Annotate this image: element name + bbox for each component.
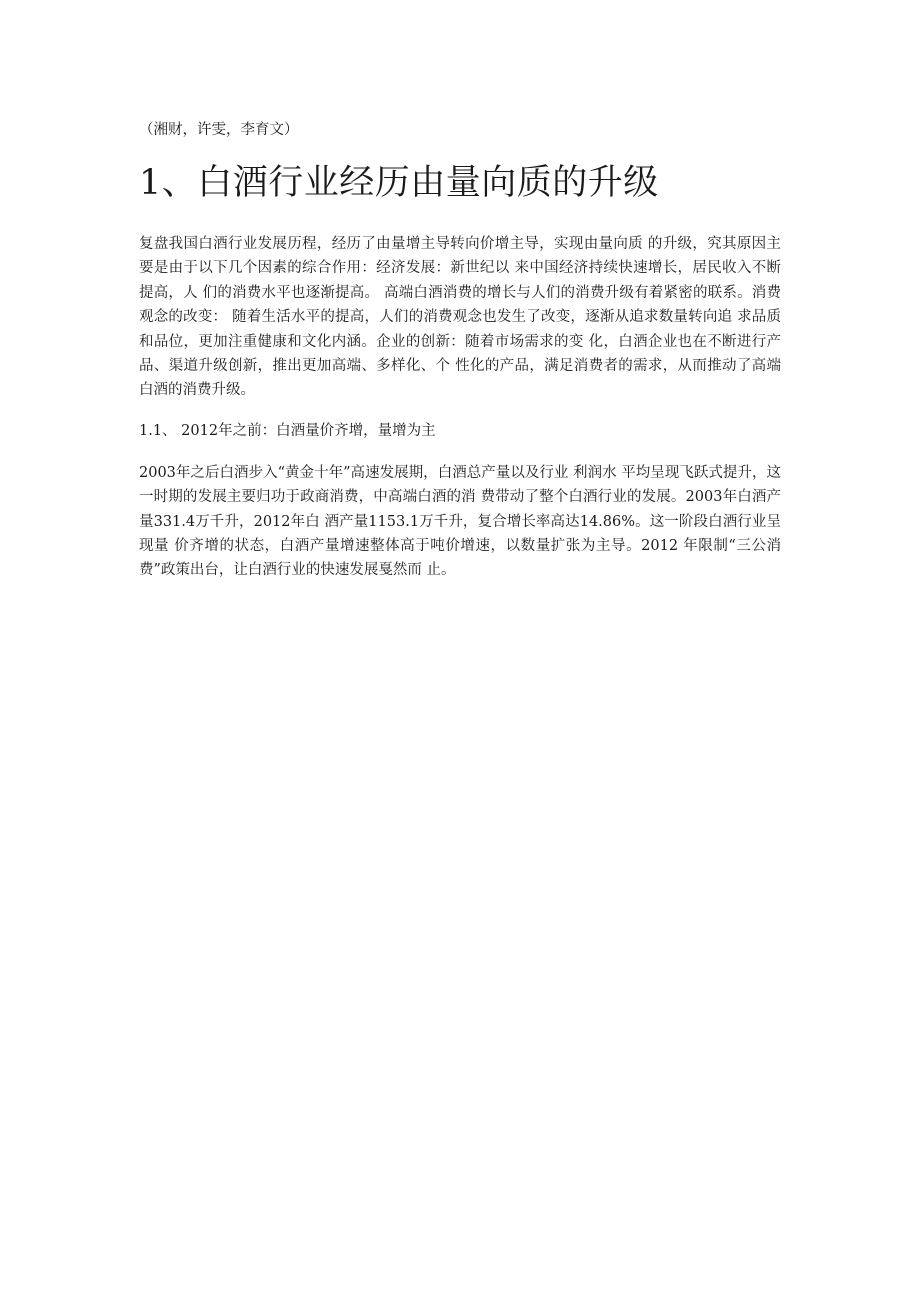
intro-paragraph: 复盘我国白酒行业发展历程，经历了由量增主导转向价增主导，实现由量向质 的升级，究其原因主要是由于以下几个因素的综合作用：经济发展：新世纪以 来中国经济持续快速增长，居民收入不断提高，人 们的消费水平也逐渐提高。 高端白酒消费的增长与人们的消费升级有着紧密的联系。消费观念的改变： 随着生活水平的提高，人们的消费观念也发生了改变，逐渐从追求数量转向追 求品质和品位，更加注重健康和文化内涵。企业的创新：随着市场需求的变 化，白酒企业也在不断进行产品、渠道升级创新，推出更加高端、多样化、个 性化的产品，满足消费者的需求，从而推动了高端白酒的消费升级。	[139, 236, 781, 399]
subsection-heading: 1.1、 2012年之前：白酒量价齐增，量增为主	[139, 422, 436, 439]
document-body	[139, 118, 781, 583]
section-title: 1、白酒行业经历由量向质的升级	[139, 163, 659, 203]
subsection-paragraph: 2003年之后白酒步入“黄金十年”高速发展期，白酒总产量以及行业 利润水 平均呈现飞跃式提升，这一时期的发展主要归功于政商消费，中高端白酒的消 费带动了整个白酒行业的发展。2003年白酒产量331.4万千升，2012年白 酒产量1153.1万千升，复合增长率高达14.86%。这一阶段白酒行业呈现量 价齐增的状态，白酒产量增速整体高于吨价增速，以数量扩张为主导。2012 年限制“三公消费”政策出台，让白酒行业的快速发展戛然而 止。	[139, 464, 781, 579]
author-line: （湘财，许雯，李育文）	[139, 122, 299, 138]
